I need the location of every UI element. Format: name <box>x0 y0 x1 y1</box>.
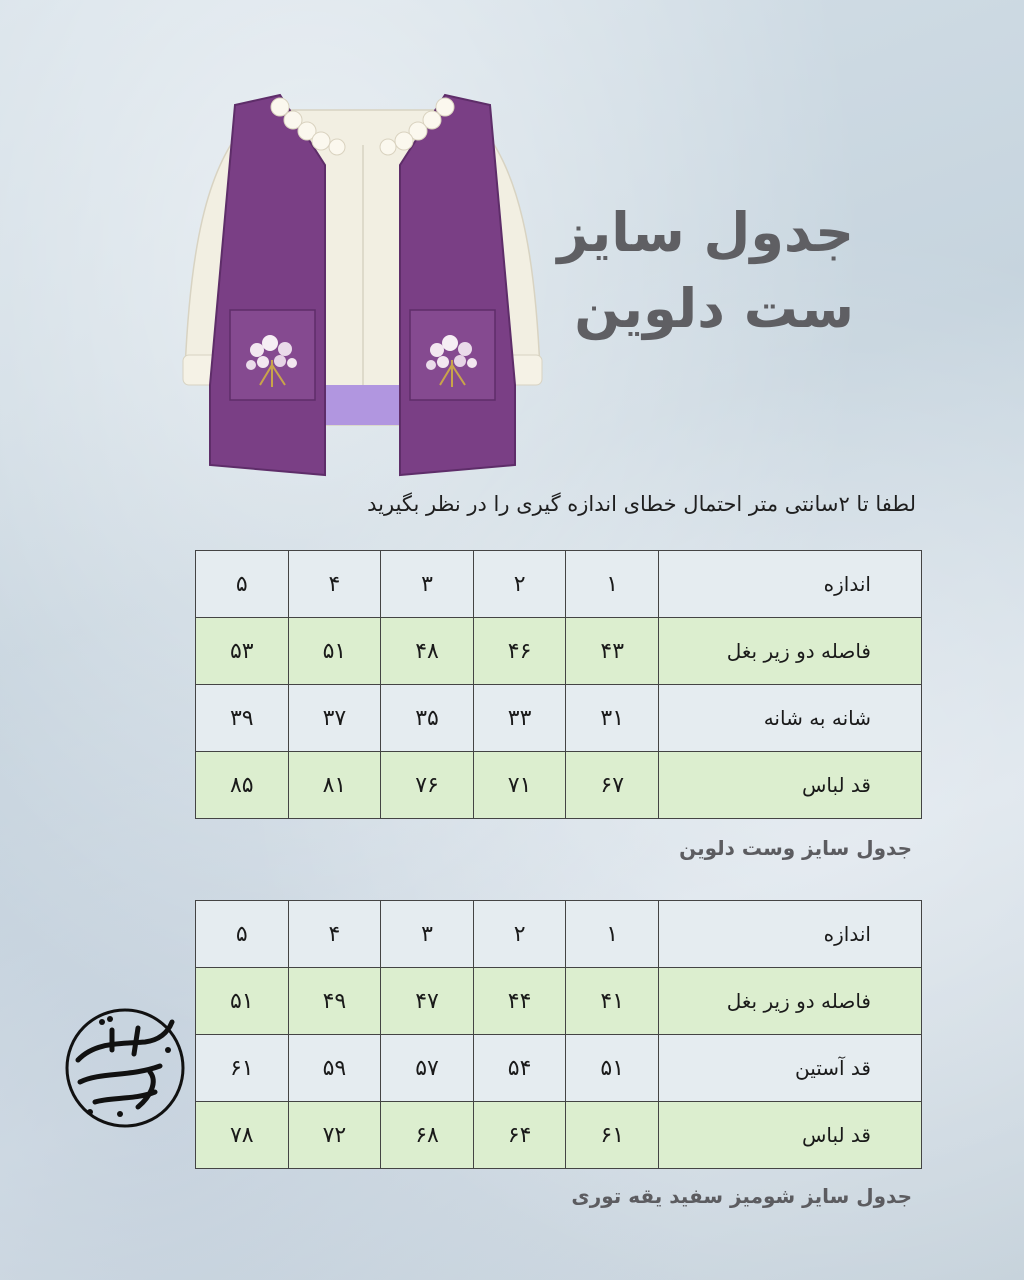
table-cell: ۳ <box>381 551 474 618</box>
table-cell: ۶۴ <box>473 1102 566 1169</box>
table-cell: ۷۱ <box>473 752 566 819</box>
table-cell: ۵۱ <box>288 618 381 685</box>
table-row <box>196 618 922 685</box>
table-cell: ۱ <box>566 551 659 618</box>
table-cell: ۵۱ <box>196 968 289 1035</box>
row-label: قد لباس <box>659 1102 922 1169</box>
table-cell: ۵۱ <box>566 1035 659 1102</box>
table-cell: ۳۱ <box>566 685 659 752</box>
table-cell: ۷۲ <box>288 1102 381 1169</box>
table-cell: ۴۴ <box>473 968 566 1035</box>
table-cell: ۳۹ <box>196 685 289 752</box>
row-label: اندازه <box>659 551 922 618</box>
table-cell: ۴۳ <box>566 618 659 685</box>
table-cell: ۷۸ <box>196 1102 289 1169</box>
table-cell: ۴۱ <box>566 968 659 1035</box>
table-cell: ۴۶ <box>473 618 566 685</box>
row-label: فاصله دو زیر بغل <box>659 968 922 1035</box>
table-row <box>196 685 922 752</box>
vest-table-caption: جدول سایز وست دلوین <box>679 836 912 860</box>
table-cell: ۲ <box>473 551 566 618</box>
table-cell: ۵ <box>196 551 289 618</box>
table-cell: ۸۵ <box>196 752 289 819</box>
table-cell: ۳ <box>381 901 474 968</box>
table-cell: ۶۸ <box>381 1102 474 1169</box>
table-cell: ۳۷ <box>288 685 381 752</box>
title-line-2: ست دلوین <box>574 277 854 340</box>
table-row <box>196 752 922 819</box>
table-cell: ۷۶ <box>381 752 474 819</box>
shirt-size-table <box>195 900 922 1169</box>
table-row <box>196 901 922 968</box>
vest-size-table <box>195 550 922 819</box>
measurement-note: لطفا تا ۲سانتی متر احتمال خطای اندازه گیری را در نظر بگیرید <box>367 492 916 516</box>
table-row <box>196 1102 922 1169</box>
table-cell: ۸۱ <box>288 752 381 819</box>
table-cell: ۴ <box>288 551 381 618</box>
row-label: قد لباس <box>659 752 922 819</box>
table-cell: ۵ <box>196 901 289 968</box>
row-label: فاصله دو زیر بغل <box>659 618 922 685</box>
table-cell: ۶۱ <box>196 1035 289 1102</box>
table-cell: ۵۹ <box>288 1035 381 1102</box>
calligraphy-logo-icon <box>50 1002 200 1132</box>
table-cell: ۴۸ <box>381 618 474 685</box>
table-row <box>196 968 922 1035</box>
table-cell: ۶۷ <box>566 752 659 819</box>
table-cell: ۳۳ <box>473 685 566 752</box>
table-cell: ۵۷ <box>381 1035 474 1102</box>
table-row <box>196 1035 922 1102</box>
row-label: شانه به شانه <box>659 685 922 752</box>
table-cell: ۴۹ <box>288 968 381 1035</box>
row-label: قد آستین <box>659 1035 922 1102</box>
shirt-table-caption: جدول سایز شومیز سفید یقه توری <box>571 1184 912 1208</box>
table-cell: ۲ <box>473 901 566 968</box>
table-cell: ۵۴ <box>473 1035 566 1102</box>
row-label: اندازه <box>659 901 922 968</box>
table-cell: ۱ <box>566 901 659 968</box>
table-cell: ۵۳ <box>196 618 289 685</box>
page-title <box>494 195 854 347</box>
title-line-1: جدول سایز <box>557 201 854 264</box>
table-row <box>196 551 922 618</box>
table-cell: ۴۷ <box>381 968 474 1035</box>
table-cell: ۴ <box>288 901 381 968</box>
table-cell: ۶۱ <box>566 1102 659 1169</box>
brand-logo <box>50 1002 200 1132</box>
table-cell: ۳۵ <box>381 685 474 752</box>
